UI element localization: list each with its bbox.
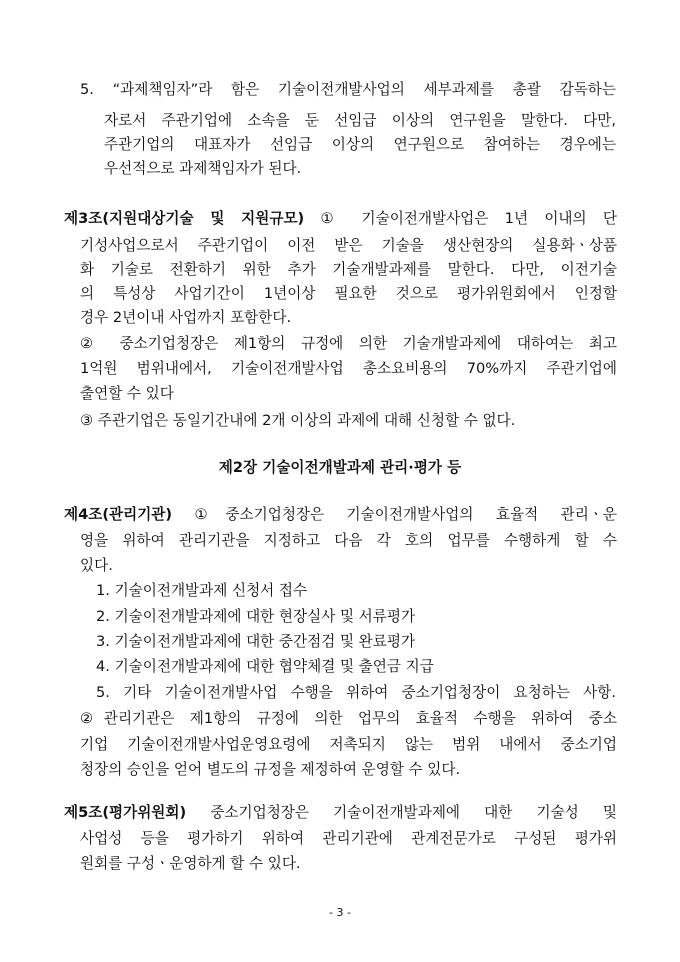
article3-line-3: 화 기술로 전환하기 위한 추가 기술개발과제를 말한다. 다만, 이전기술 xyxy=(80,261,617,278)
article3-line-9: ③ 주관기업은 동일기간내에 2개 이상의 과제에 대해 신청할 수 없다. xyxy=(80,412,516,429)
article3-line-7: 1억원 범위내에서, 기술이전개발사업 총소요비용의 70%까지 주관기업에 xyxy=(80,360,617,377)
item5-line-3: 주관기업의 대표자가 선임급 이상의 연구원으로 참여하는 경우에는 xyxy=(104,136,616,153)
chapter-title: 제2장 기술이전개발과제 관리·평가 등 xyxy=(218,459,462,476)
article4-first-line xyxy=(64,505,617,525)
article4-para2-line-2: 기업 기술이전개발사업운영요령에 저촉되지 않는 범위 내에서 중소기업 xyxy=(80,736,617,753)
article4-para2-line-3: 청장의 승인을 얻어 별도의 규정을 제정하여 운영할 수 있다. xyxy=(80,761,461,778)
article5-heading: 제5조(평가위원회) xyxy=(64,804,187,821)
article3-line-4: 의 특성상 사업기간이 1년이상 필요한 것으로 평가위원회에서 인정할 xyxy=(80,285,617,302)
article3-line-1: ① 기술이전개발사업은 1년 이내의 단 xyxy=(304,210,617,227)
article5-line-3: 원회를 구성ㆍ운영하게 할 수 있다. xyxy=(80,855,301,872)
item5-line-1: 5. “과제책임자”라 함은 기술이전개발사업의 세부과제를 총괄 감독하는 xyxy=(80,81,616,98)
article5-line-1: 중소기업청장은 기술이전개발과제에 대한 기술성 및 xyxy=(186,804,617,821)
article4-line-1: ①중소기업청장은 기술이전개발사업의 효율적 관리ㆍ운 xyxy=(172,506,617,523)
article3-line-2: 기성사업으로서 주관기업이 이전 받은 기술을 생산현장의 실용화ㆍ상품 xyxy=(80,237,617,254)
page-number: - 3 - xyxy=(329,906,351,919)
article4-line-3: 있다. xyxy=(80,557,113,574)
article4-line-2: 영을 위하여 관리기관을 지정하고 다음 각 호의 업무를 수행하게 할 수 xyxy=(80,532,617,549)
list-item: 3. 기술이전개발과제에 대한 중간점검 및 완료평가 xyxy=(96,633,416,650)
list-item: 1. 기술이전개발과제 신청서 접수 xyxy=(96,582,308,599)
article3-line-5: 경우 2년이내 사업까지 포함한다. xyxy=(80,309,292,326)
article3-line-6: ② 중소기업청장은 제1항의 규정에 의한 기술개발과제에 대하여는 최고 xyxy=(80,335,617,352)
item5-line-2: 자로서 주관기업에 소속을 둔 선임급 이상의 연구원을 말한다. 다만, xyxy=(104,112,616,129)
article3-first-line xyxy=(64,209,617,229)
article4-para2-line-1: ②관리기관은 제1항의 규정에 의한 업무의 효율적 수행을 위하여 중소 xyxy=(80,710,617,727)
article5-line-2: 사업성 등을 평가하기 위하여 관리기관에 관계전문가로 구성된 평가위 xyxy=(80,830,617,847)
article3-line-8: 출연할 수 있다 xyxy=(80,385,174,402)
article5-first-line xyxy=(64,803,617,823)
item5-line-4: 우선적으로 과제책임자가 된다. xyxy=(104,160,302,177)
list-item: 2. 기술이전개발과제에 대한 현장실사 및 서류평가 xyxy=(96,608,416,625)
article3-heading: 제3조(지원대상기술 및 지원규모) xyxy=(64,210,305,227)
article4-heading: 제4조(관리기관) xyxy=(64,506,173,523)
list-item: 5. 기타 기술이전개발사업 수행을 위하여 중소기업청장이 요청하는 사항. xyxy=(96,684,616,701)
list-item: 4. 기술이전개발과제에 대한 협약체결 및 출연금 지급 xyxy=(96,658,434,675)
